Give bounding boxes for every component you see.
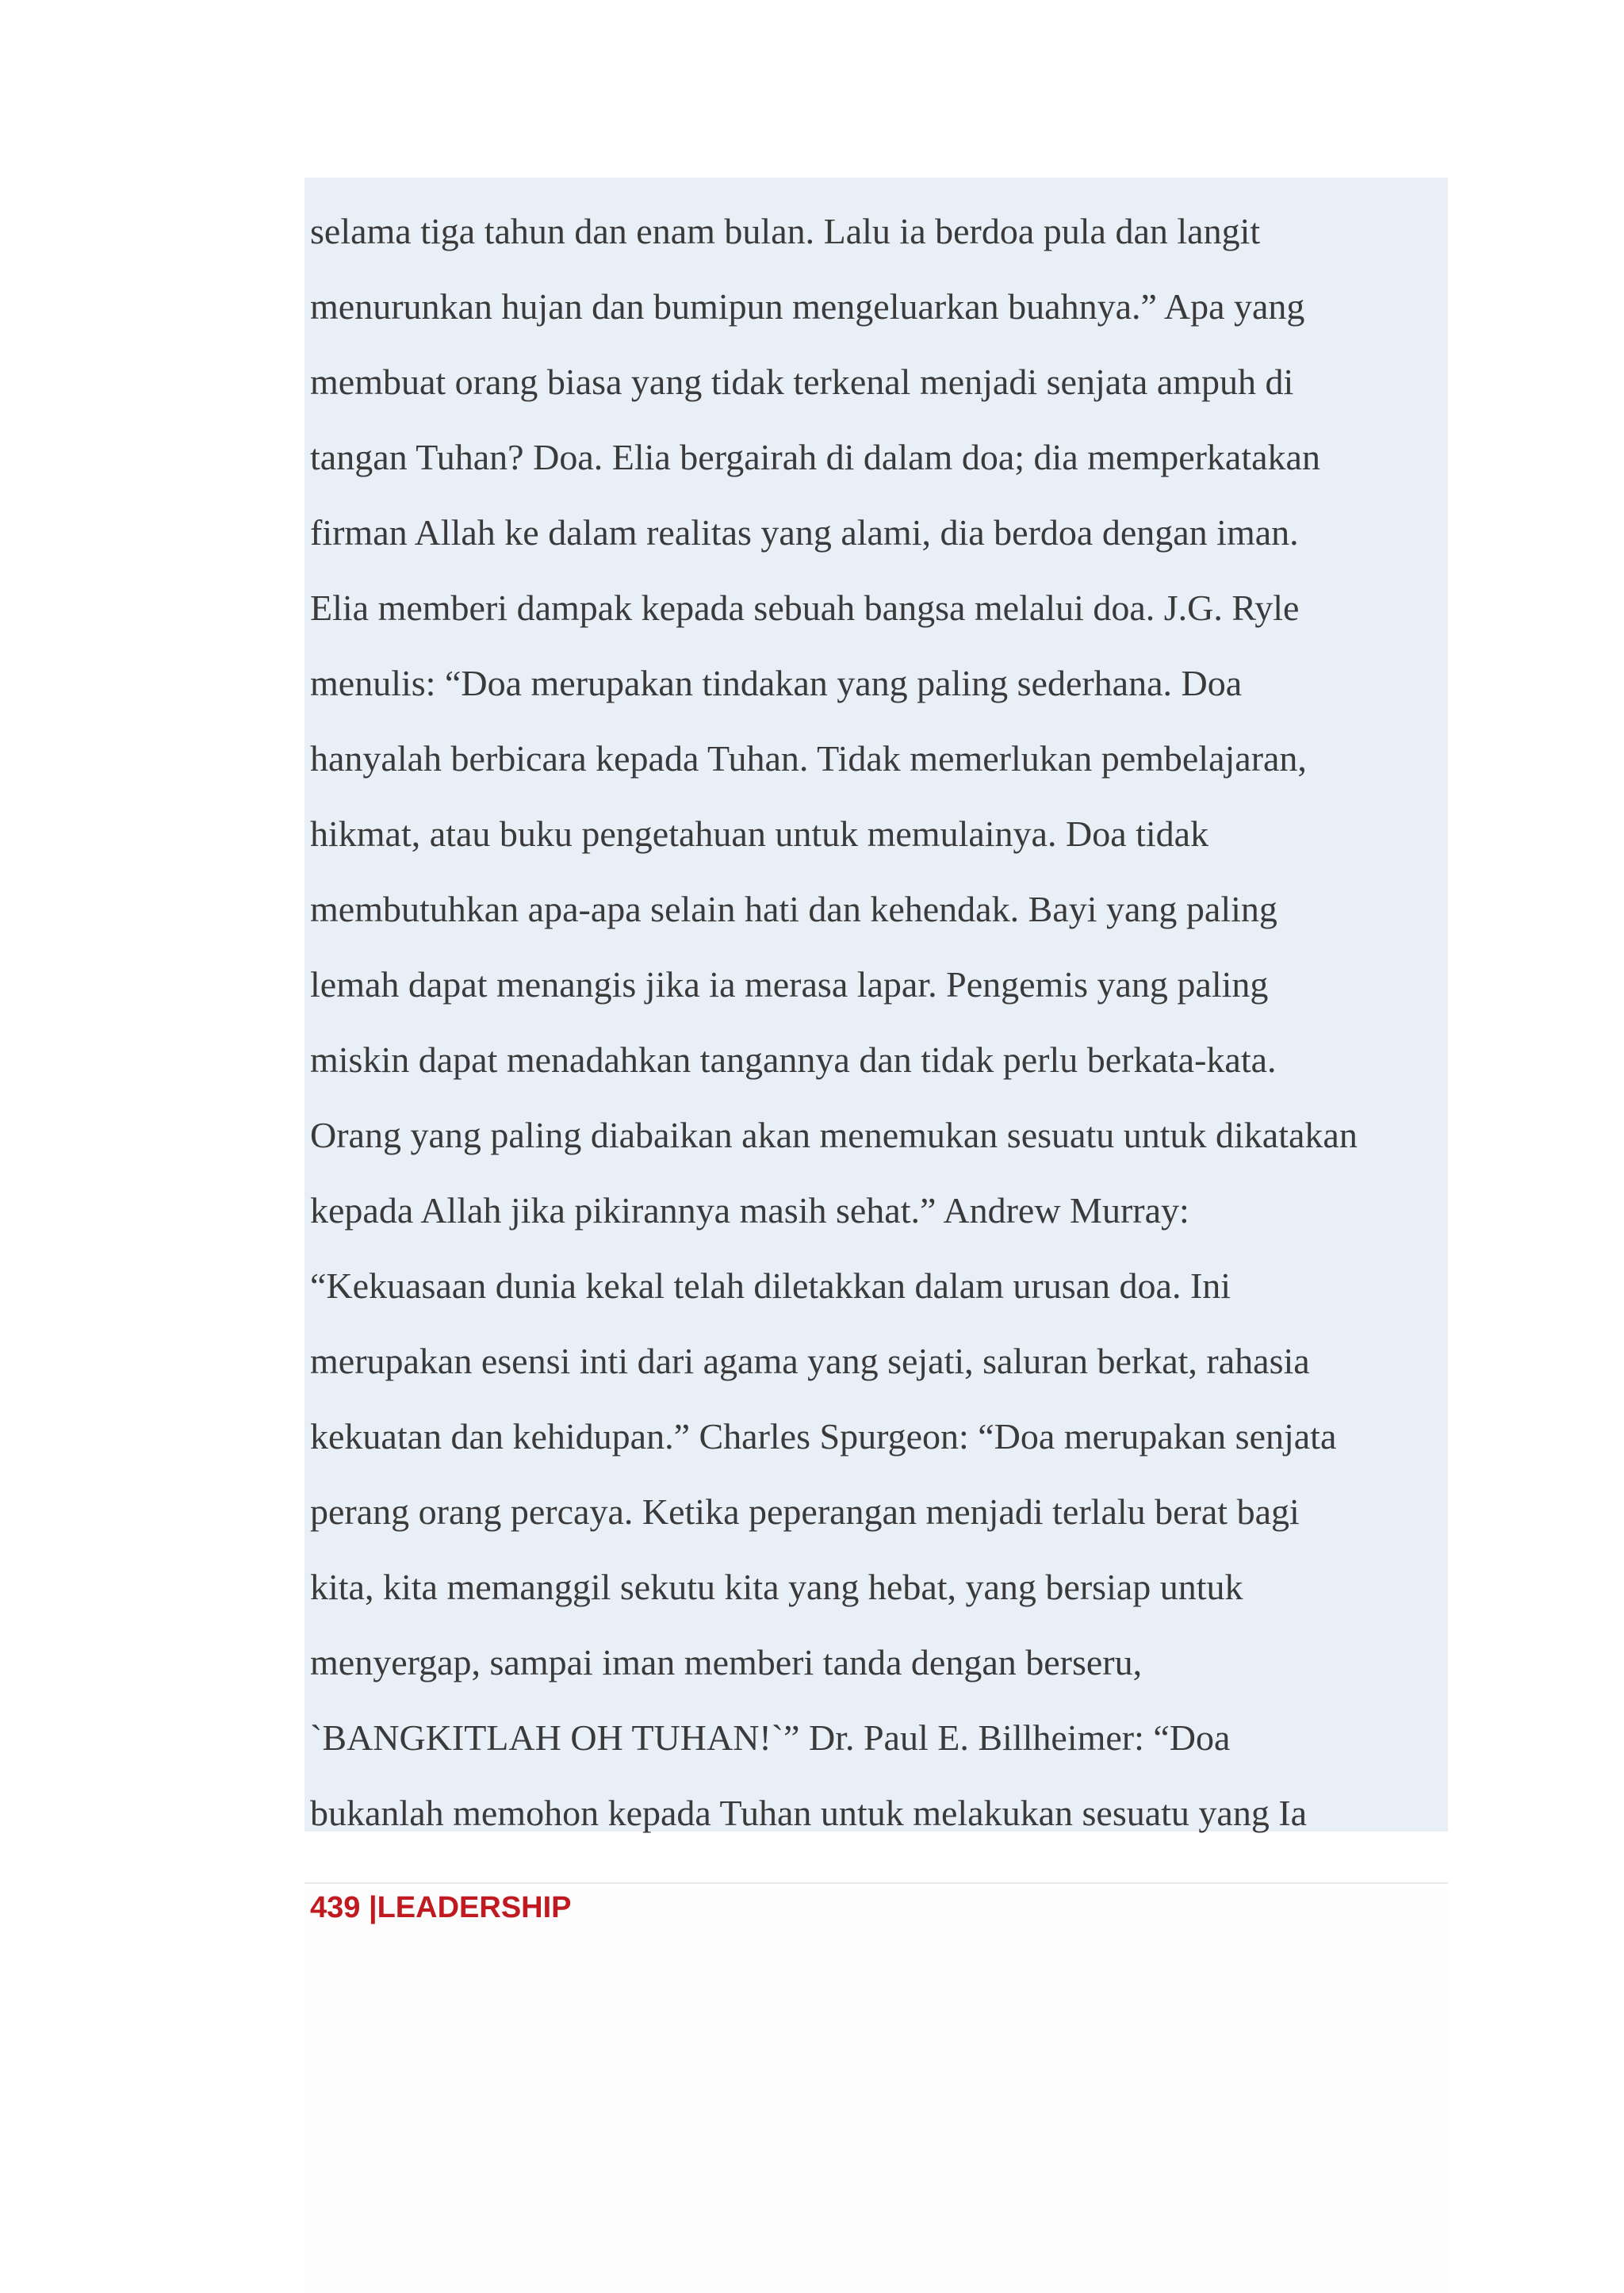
text-line: lemah dapat menangis jika ia merasa lapar. Pengemis yang paling	[310, 964, 1269, 1005]
text-line: merupakan esensi inti dari agama yang sejati, saluran berkat, rahasia	[310, 1341, 1310, 1381]
highlighted-text-block	[304, 178, 1448, 1832]
text-line: tangan Tuhan? Doa. Elia bergairah di dalam doa; dia memperkatakan	[310, 437, 1320, 477]
text-line: membuat orang biasa yang tidak terkenal menjadi senjata ampuh di	[310, 362, 1294, 402]
text-line: menulis: “Doa merupakan tindakan yang paling sederhana. Doa	[310, 663, 1243, 703]
text-line: menyergap, sampai iman memberi tanda dengan berseru,	[310, 1642, 1143, 1682]
text-line: miskin dapat menadahkan tangannya dan tidak perlu berkata-kata.	[310, 1039, 1277, 1080]
text-line: perang orang percaya. Ketika peperangan menjadi terlalu berat bagi	[310, 1491, 1300, 1532]
footer-divider	[304, 1882, 1448, 1884]
text-line: hikmat, atau buku pengetahuan untuk memulainya. Doa tidak	[310, 813, 1209, 854]
text-line: Elia memberi dampak kepada sebuah bangsa melalui doa. J.G. Ryle	[310, 588, 1300, 628]
text-line: kekuatan dan kehidupan.” Charles Spurgeon: “Doa merupakan senjata	[310, 1416, 1337, 1457]
text-line: kita, kita memanggil sekutu kita yang hebat, yang bersiap untuk	[310, 1567, 1243, 1607]
text-line: Orang yang paling diabaikan akan menemukan sesuatu untuk dikatakan	[310, 1115, 1358, 1155]
lower-page-area	[304, 1887, 1448, 2293]
text-line: kepada Allah jika pikirannya masih sehat.” Andrew Murray:	[310, 1190, 1189, 1231]
text-line: `BANGKITLAH OH TUHAN!`” Dr. Paul E. Billheimer: “Doa	[310, 1717, 1231, 1758]
text-line: menurunkan hujan dan bumipun mengeluarkan buahnya.” Apa yang	[310, 286, 1305, 327]
text-line: membutuhkan apa-apa selain hati dan kehendak. Bayi yang paling	[310, 889, 1277, 929]
text-line: “Kekuasaan dunia kekal telah diletakkan dalam urusan doa. Ini	[310, 1265, 1231, 1306]
text-line: selama tiga tahun dan enam bulan. Lalu ia berdoa pula dan langit	[310, 211, 1261, 251]
text-line: bukanlah memohon kepada Tuhan untuk melakukan sesuatu yang Ia	[310, 1793, 1308, 1833]
text-line: firman Allah ke dalam realitas yang alami, dia berdoa dengan iman.	[310, 512, 1299, 553]
text-line: hanyalah berbicara kepada Tuhan. Tidak memerlukan pembelajaran,	[310, 738, 1307, 779]
page-footer: 439 |LEADERSHIP	[310, 1891, 572, 1924]
